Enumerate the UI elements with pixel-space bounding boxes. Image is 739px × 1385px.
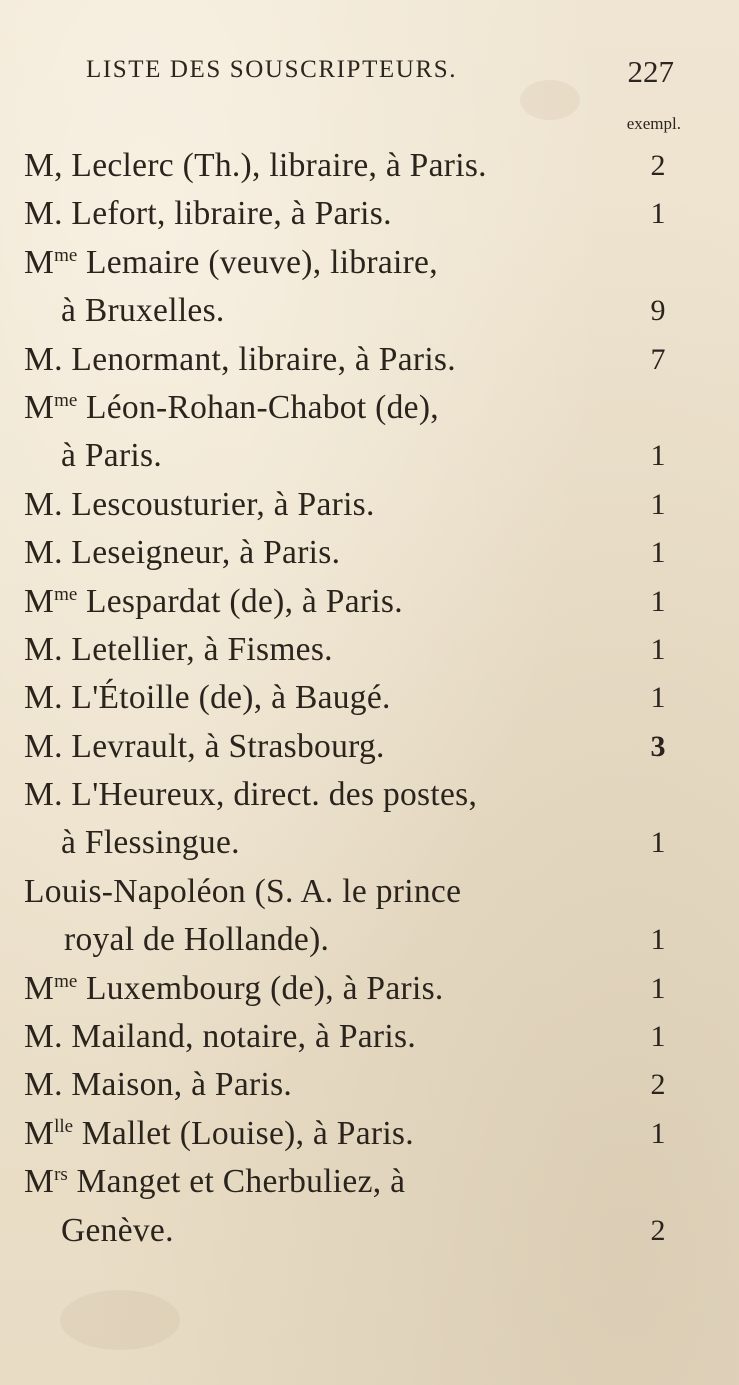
- copies-count: 1: [650, 632, 666, 666]
- entry-line: M. Maison, à Paris.: [24, 1066, 293, 1104]
- entry-line: M. Mailand, notaire, à Paris.: [24, 1018, 417, 1056]
- entry-line: M. Lefort, libraire, à Paris.: [24, 195, 392, 233]
- entry-continuation-line: à Paris.: [61, 437, 163, 475]
- title-letter: M: [24, 969, 55, 1007]
- subscriber-entry: [24, 384, 686, 481]
- title-letter: M: [24, 1163, 55, 1201]
- title-letter: M: [24, 388, 55, 426]
- title-superscript: me: [54, 970, 78, 992]
- column-header-exemplaires: exempl.: [626, 114, 681, 133]
- entry-line: Louis-Napoléon (S. A. le prince: [24, 872, 462, 910]
- copies-count: 1: [650, 584, 666, 618]
- entry-line: [24, 384, 686, 432]
- copies-count: 1: [650, 923, 666, 957]
- entry-line: M, Leclerc (Th.), libraire, à Paris.: [24, 147, 487, 184]
- subscriber-entry: [24, 578, 686, 626]
- paper-stain: [60, 1290, 180, 1350]
- copies-count: 2: [650, 1213, 666, 1247]
- title-letter: M: [24, 1114, 55, 1152]
- copies-count: 7: [650, 342, 666, 376]
- subscriber-entry: [24, 771, 686, 868]
- title-superscript: rs: [54, 1164, 68, 1186]
- entry-text: Mallet (Louise), à Paris.: [73, 1114, 414, 1152]
- copies-count: 1: [650, 826, 666, 860]
- title-abbreviation: [24, 1115, 73, 1152]
- running-head: [86, 56, 676, 96]
- subscriber-entry: [24, 1061, 686, 1109]
- entry-text: Lemaire (veuve), libraire,: [77, 243, 438, 281]
- copies-count: 1: [650, 681, 666, 715]
- entry-line: [24, 1158, 686, 1206]
- copies-count: 1: [650, 439, 666, 473]
- entry-text: Manget et Cherbuliez, à: [67, 1163, 406, 1201]
- copies-count: 9: [650, 294, 666, 328]
- entry-continuation-line: royal de Hollande).: [64, 921, 330, 959]
- title-superscript: me: [54, 389, 78, 411]
- subscriber-entry: [24, 142, 686, 190]
- subscriber-entry: [24, 674, 686, 722]
- entry-continuation-line: à Bruxelles.: [61, 292, 225, 330]
- entry-line: [24, 1110, 686, 1158]
- subscriber-entry: [24, 1013, 686, 1061]
- entry-line: M. Lenormant, libraire, à Paris.: [24, 340, 456, 378]
- entry-continuation-line: à Flessingue.: [61, 824, 240, 862]
- entry-line: M. Lescousturier, à Paris.: [24, 485, 375, 523]
- running-title: LISTE DES SOUSCRIPTEURS.: [86, 56, 458, 83]
- title-letter: M: [24, 243, 55, 281]
- entry-line: M. L'Étoille (de), à Baugé.: [24, 679, 391, 717]
- page-number: 227: [627, 54, 674, 89]
- subscriber-list: [24, 142, 686, 1255]
- subscriber-entry: [24, 965, 686, 1013]
- copies-count: 2: [650, 1068, 666, 1102]
- entry-continuation-line: Genève.: [61, 1211, 174, 1249]
- subscriber-entry: [24, 868, 686, 965]
- subscriber-entry: [24, 481, 686, 529]
- entry-line: M. Letellier, à Fismes.: [24, 630, 333, 668]
- copies-count: 2: [650, 149, 666, 182]
- title-superscript: me: [54, 244, 78, 266]
- title-abbreviation: [24, 389, 77, 426]
- entry-text: Luxembourg (de), à Paris.: [77, 969, 444, 1007]
- copies-count: 1: [650, 197, 666, 231]
- title-abbreviation: [24, 1163, 68, 1200]
- copies-count: 1: [650, 971, 666, 1005]
- title-abbreviation: [24, 583, 77, 620]
- subscriber-entry: [24, 626, 686, 674]
- copies-count: 1: [650, 536, 666, 570]
- entry-text: Lespardat (de), à Paris.: [77, 582, 403, 620]
- subscriber-entry: [24, 190, 686, 238]
- subscriber-entry: [24, 336, 686, 384]
- entry-line: M. Levrault, à Strasbourg.: [24, 727, 385, 765]
- entry-text: Léon-Rohan-Chabot (de),: [77, 388, 439, 426]
- subscriber-entry: [24, 239, 686, 336]
- copies-count: 3: [650, 729, 666, 763]
- copies-count: 1: [650, 1020, 666, 1054]
- title-letter: M: [24, 582, 55, 620]
- entry-line: [24, 965, 686, 1013]
- subscriber-entry: [24, 1158, 686, 1255]
- title-superscript: me: [54, 583, 78, 605]
- entry-line: [24, 578, 686, 626]
- subscriber-entry: [24, 529, 686, 577]
- entry-line: M. L'Heureux, direct. des postes,: [24, 776, 478, 814]
- title-superscript: lle: [54, 1115, 74, 1137]
- subscriber-entry: [24, 1110, 686, 1158]
- subscriber-entry: [24, 723, 686, 771]
- entry-line: [24, 239, 686, 287]
- copies-count: 1: [650, 1116, 666, 1150]
- title-abbreviation: [24, 244, 77, 281]
- entry-line: M. Leseigneur, à Paris.: [24, 534, 341, 572]
- title-abbreviation: [24, 970, 77, 1007]
- copies-count: 1: [650, 487, 666, 521]
